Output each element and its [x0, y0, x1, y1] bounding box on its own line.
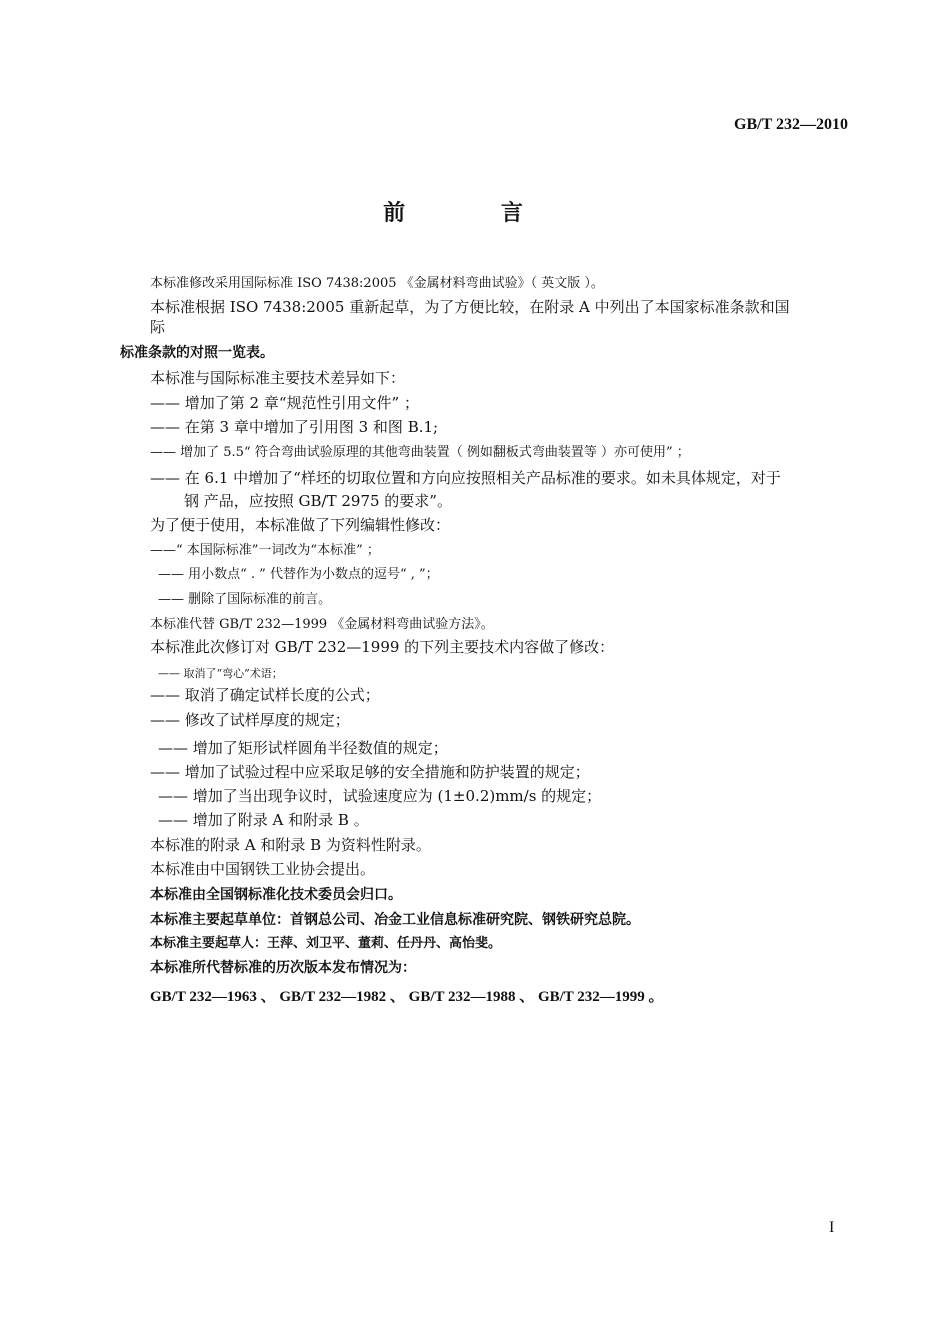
text-line: 本标准与国际标准主要技术差异如下： — [150, 369, 406, 387]
text-line: —— 修改了试样厚度的规定； — [150, 711, 350, 729]
page-title: 前 言 — [383, 201, 567, 226]
text-line: 本标准代替 GB/T 232—1999 《金属材料弯曲试验方法》。 — [150, 617, 494, 632]
text-line: 本标准由中国钢铁工业协会提出。 — [150, 860, 376, 878]
text-line: 标准条款的对照一览表。 — [120, 345, 274, 361]
text-line: 本标准的附录 A 和附录 B 为资料性附录。 — [150, 836, 431, 854]
text-line: 本标准修改采用国际标准 ISO 7438:2005 《金属材料弯曲试验》（ 英文版 ）。 — [150, 276, 604, 291]
text-line: 钢 产品，应按照 GB/T 2975 的要求”。 — [184, 492, 452, 510]
text-line: —— 增加了当出现争议时，试验速度应为 (1±0.2)mm/s 的规定； — [158, 787, 602, 805]
text-line: 本标准由全国钢标准化技术委员会归口。 — [150, 887, 402, 903]
text-line: ——“ 本国际标准”一词改为“本标准” ； — [150, 543, 380, 558]
text-line: GB/T 232—1963 、 GB/T 232—1982 、 GB/T 232—1988 、 GB/T 232—1999 。 — [150, 989, 664, 1005]
text-line: —— 取消了确定试样长度的公式； — [150, 686, 380, 704]
text-line: 本标准根据 ISO 7438:2005 重新起草，为了方便比较，在附录 A 中列出了本国家标准条款和国 — [150, 298, 790, 316]
text-line: 本标准主要起草单位：首钢总公司、冶金工业信息标准研究院、钢铁研究总院。 — [150, 912, 640, 928]
text-line: —— 用小数点“ . ” 代替作为小数点的逗号“ , ”； — [158, 567, 439, 582]
standard-number: GB/T 232—2010 — [734, 116, 848, 133]
text-line: —— 增加了矩形试样圆角半径数值的规定； — [158, 739, 448, 757]
text-line: 本标准此次修订对 GB/T 232—1999 的下列主要技术内容做了修改： — [150, 638, 615, 656]
text-line: —— 增加了 5.5“ 符合弯曲试验原理的其他弯曲装置（ 例如翻板式弯曲装置等 ）亦可使用” ； — [150, 445, 690, 460]
text-line: 为了便于使用，本标准做了下列编辑性修改： — [150, 516, 451, 534]
text-line: —— 增加了附录 A 和附录 B 。 — [158, 811, 369, 829]
text-line: —— 在第 3 章中增加了引用图 3 和图 B.1; — [150, 418, 439, 436]
text-line: —— 取消了“弯心”术语； — [158, 667, 283, 680]
page-number: I — [829, 1219, 835, 1236]
text-line: —— 增加了试验过程中应采取足够的安全措施和防护装置的规定； — [150, 763, 590, 781]
text-line: 本标准主要起草人：王萍、刘卫平、董莉、任丹丹、高怡斐。 — [150, 936, 502, 951]
text-line: —— 增加了第 2 章“规范性引用文件” ； — [150, 394, 419, 412]
text-line: —— 在 6.1 中增加了“样坯的切取位置和方向应按照相关产品标准的要求。如未具体规定，对于 — [150, 469, 781, 487]
text-line: 本标准所代替标准的历次版本发布情况为： — [150, 960, 416, 976]
text-line: —— 删除了国际标准的前言。 — [158, 592, 332, 607]
text-line: 际 — [150, 318, 166, 336]
